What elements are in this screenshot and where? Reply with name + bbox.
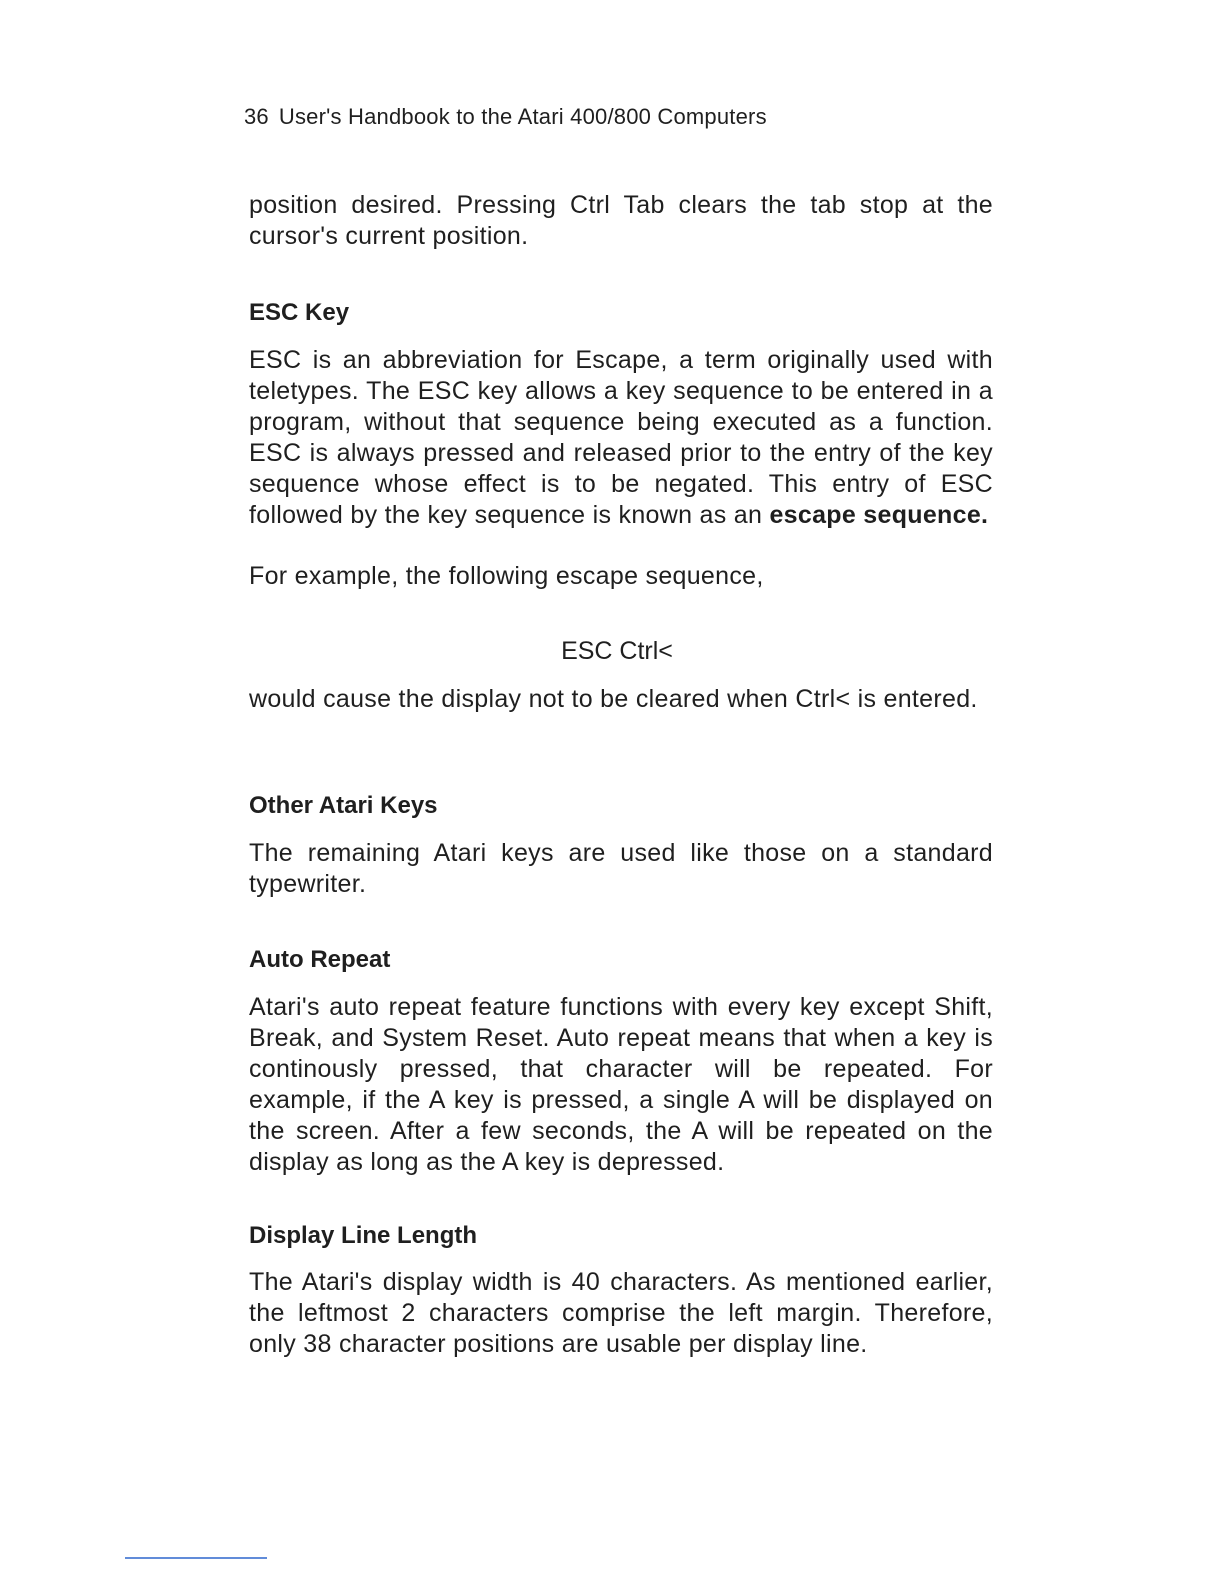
other-keys-paragraph: The remaining Atari keys are used like those on a standard typewriter. [249,839,993,898]
heading-esc-key: ESC Key [249,299,350,326]
running-head [244,104,767,130]
esc-key-paragraph [249,345,993,531]
esc-key-paragraph-text: ESC is an abbreviation for Escape, a term originally used with teletypes. The ESC key allows a key sequence to be entered in a program, without that sequence being executed as a function. ESC is always pressed and released prior to the entry of the key sequence whose effect is to be negated. This entry of ESC followed by the key sequence is known as an [249,346,993,529]
display-line-length-paragraph: The Atari's display width is 40 characters. As mentioned earlier, the leftmost 2 characters comprise the left margin. Therefore, only 38 character positions are usable per display line. [249,1268,993,1358]
escape-sequence-term: escape sequence. [769,501,989,529]
auto-repeat-paragraph: Atari's auto repeat feature functions with every key except Shift, Break, and System Reset. Auto repeat means that when a key is continously pressed, that character will be repeated. For example, if the A key is pressed, a single A will be displayed on the screen. After a few seconds, the A will be repeated on the display as long as the A key is depressed. [249,993,993,1176]
book-title: User's Handbook to the Atari 400/800 Computers [278,104,767,129]
example-key-combo: ESC Ctrl< [561,637,673,665]
example-result: would cause the display not to be cleared when Ctrl< is entered. [249,685,978,713]
example-intro: For example, the following escape sequence, [249,562,764,590]
heading-display-line-length: Display Line Length [249,1222,478,1249]
page-number: 36 [244,104,269,129]
bottom-edge-rule [125,1557,267,1559]
heading-auto-repeat: Auto Repeat [249,946,391,973]
intro-paragraph: position desired. Pressing Ctrl Tab clears the tab stop at the cursor's current position. [249,191,993,250]
heading-other-atari-keys: Other Atari Keys [249,792,438,819]
